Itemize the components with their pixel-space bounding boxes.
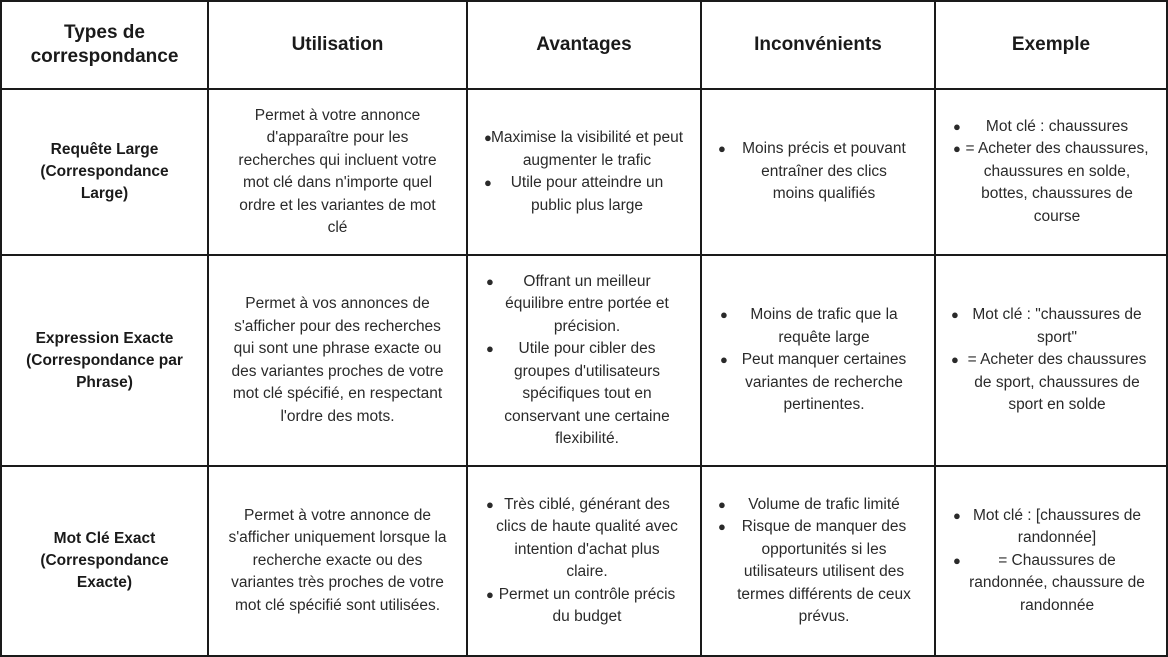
usage-text: Permet à vos annonces de s'afficher pour des recherches qui sont une phrase exacte ou des variantes proches de votre mot clé spécifié, en respectant l'ordre des mots. — [231, 295, 444, 425]
type-label: Expression Exacte (Correspondance par Phrase) — [26, 329, 183, 391]
bullet-icon: ● — [953, 552, 961, 568]
row-type-phrase — [2, 256, 209, 467]
bullet-icon: ● — [953, 507, 961, 523]
list-item: ● = Acheter des chaussures de sport, chaussures de sport en solde — [951, 351, 1147, 414]
header-cell-type — [2, 2, 209, 90]
header-cell-disadvantages — [702, 2, 936, 90]
row-disadvantages-exact — [702, 467, 936, 655]
bullet-icon: ● — [951, 307, 959, 323]
bullet-icon: ● — [484, 175, 492, 190]
bullet-icon: ● — [951, 352, 959, 368]
examples-list — [951, 304, 1151, 417]
bullet-icon: ● — [720, 307, 728, 323]
advantages-list — [486, 494, 682, 629]
bullet-icon: ● — [486, 341, 494, 356]
examples-list — [953, 116, 1149, 229]
list-item: ● Volume de trafic limité — [718, 494, 918, 517]
list-item: ● Utile pour cibler des groupes d'utilisateurs spécifiques tout en conservant une certaine flexibilité. — [486, 340, 670, 447]
list-item: ● Maximise la visibilité et peut augmenter le trafic — [484, 129, 684, 169]
bullet-icon: ● — [486, 586, 494, 602]
bullet-icon: ● — [486, 496, 494, 512]
header-cell-usage — [209, 2, 468, 90]
header-type-label: Types de correspondance — [30, 22, 179, 67]
header-advantages-label: Avantages — [536, 34, 632, 55]
advantages-list — [486, 271, 682, 451]
examples-list — [953, 505, 1149, 618]
row-example-broad — [936, 90, 1166, 256]
row-example-exact — [936, 467, 1166, 655]
bullet-icon: ● — [718, 141, 726, 157]
list-item: ● Moins de trafic que la requête large — [720, 306, 898, 346]
row-advantages-phrase — [468, 256, 702, 467]
row-type-broad — [2, 90, 209, 256]
row-usage-broad — [209, 90, 468, 256]
bullet-icon: ● — [718, 496, 726, 512]
bullet-icon: ● — [486, 273, 494, 289]
list-item: ● Mot clé : [chaussures de randonnée] — [953, 506, 1141, 547]
row-advantages-exact — [468, 467, 702, 655]
header-example-label: Exemple — [1011, 34, 1091, 55]
list-item: ● Mot clé : "chaussures de sport" — [951, 306, 1142, 346]
advantages-list — [484, 127, 684, 217]
list-item: ● Moins précis et pouvant entraîner des clics moins qualifiés — [718, 140, 906, 203]
header-cell-example — [936, 2, 1166, 90]
disadvantages-list — [720, 304, 916, 417]
row-usage-phrase — [209, 256, 468, 467]
row-example-phrase — [936, 256, 1166, 467]
row-type-exact — [2, 467, 209, 655]
bullet-icon: ● — [953, 118, 961, 134]
list-item: ● Mot clé : chaussures — [953, 116, 1149, 139]
list-item: ● = Acheter des chaussures, chaussures en solde, bottes, chaussures de course — [953, 140, 1149, 225]
list-item: ● Très ciblé, générant des clics de haute qualité avec intention d'achat plus claire. — [486, 495, 678, 580]
list-item: ● Utile pour atteindre un public plus large — [484, 174, 664, 214]
list-item: ● Offrant un meilleur équilibre entre portée et précision. — [486, 272, 669, 335]
type-label: Requête Large (Correspondance Large) — [40, 141, 169, 202]
list-item: ● Permet un contrôle précis du budget — [486, 585, 676, 625]
bullet-icon: ● — [484, 130, 492, 145]
type-label: Mot Clé Exact (Correspondance Exacte) — [40, 530, 169, 591]
bullet-icon: ● — [718, 519, 726, 534]
disadvantages-list — [718, 138, 918, 206]
row-disadvantages-phrase — [702, 256, 936, 467]
bullet-icon: ● — [720, 352, 728, 368]
list-item: ● Peut manquer certaines variantes de recherche pertinentes. — [720, 351, 907, 414]
disadvantages-list — [718, 494, 918, 629]
row-advantages-broad — [468, 90, 702, 256]
header-cell-advantages — [468, 2, 702, 90]
header-usage-label: Utilisation — [291, 34, 384, 55]
row-disadvantages-broad — [702, 90, 936, 256]
list-item: ● = Chaussures de randonnée, chaussure de randonnée — [953, 551, 1145, 614]
usage-text: Permet à votre annonce de s'afficher uniquement lorsque la recherche exacte ou des variantes très proches de votre mot clé spécifié sont utilisées. — [228, 506, 447, 614]
bullet-icon: ● — [953, 141, 961, 157]
usage-text: Permet à votre annonce d'apparaître pour les recherches qui incluent votre mot clé dans n'importe quel ordre et les variantes de mot clé — [238, 106, 437, 236]
row-usage-exact — [209, 467, 468, 655]
list-item: ● Risque de manquer des opportunités si les utilisateurs utilisent des termes différents de ceux prévus. — [718, 518, 911, 625]
header-disadvantages-label: Inconvénients — [754, 34, 882, 55]
